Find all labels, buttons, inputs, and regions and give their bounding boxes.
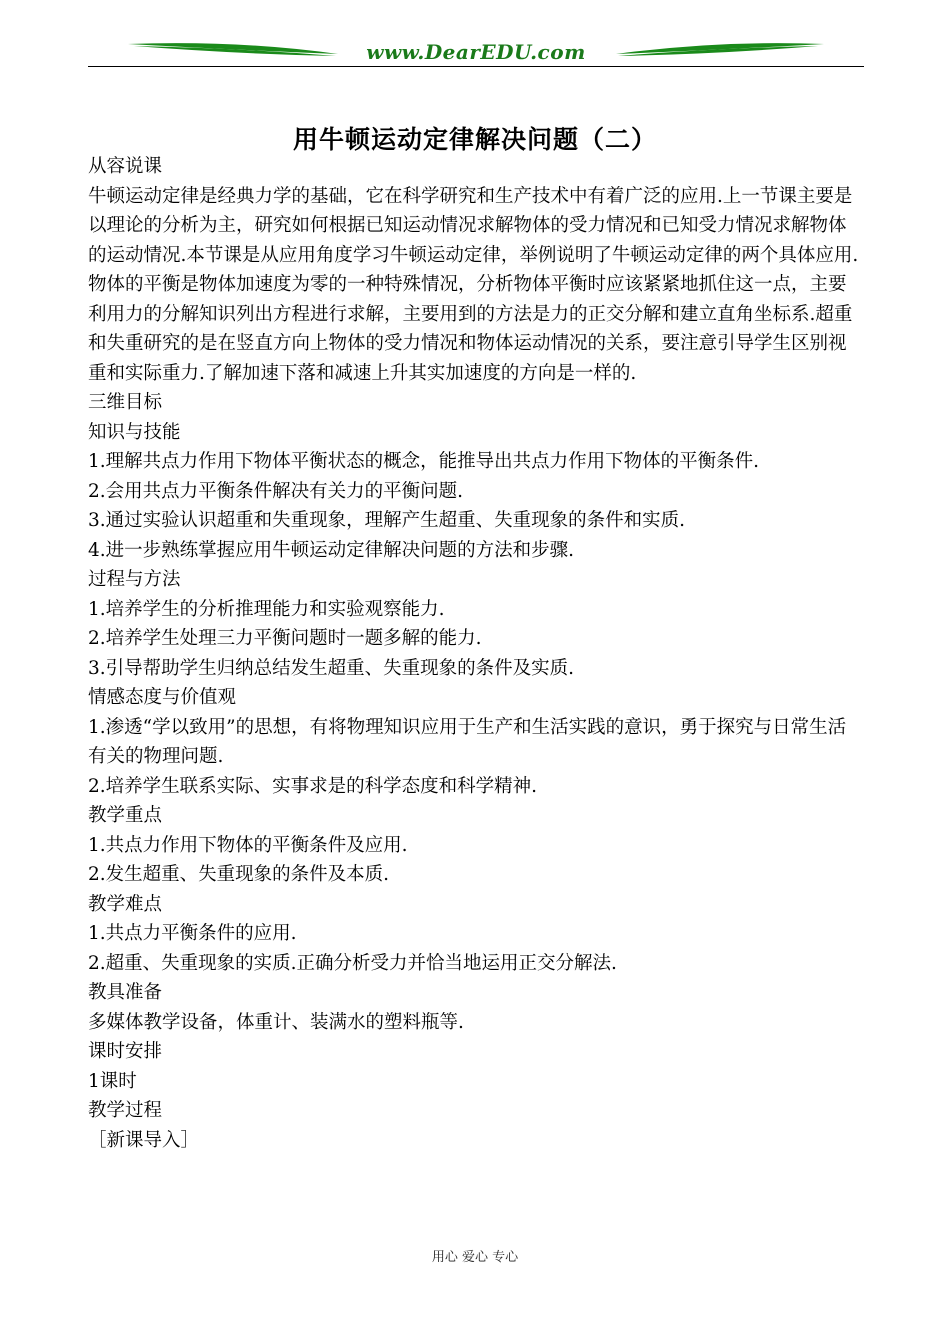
page-footer: 用心 爱心 专心: [431, 1250, 519, 1265]
paragraph: 牛顿运动定律是经典力学的基础，它在科学研究和生产技术中有着广泛的应用.上一节课主要是以理论的分析为主，研究如何根据已知运动情况求解物体的受力情况和已知受力情况求解物体的运动情况.本节课是从应用角度学习牛顿运动定律，举例说明了牛顿运动定律的两个具体应用.物体的平衡是物体加速度为零的一种特殊情况，分析物体平衡时应该紧紧地抓住这一点，主要利用力的分解知识列出方程进行求解，主要用到的方法是力的正交分解和建立直角坐标系.超重和失重研究的是在竖直方向上物体的受力情况和物体运动情况的关系，要注意引导学生区别视重和实际重力.了解加速下落和减速上升其实加速度的方向是一样的.: [88, 185, 859, 384]
section-heading: 从容说课: [88, 156, 163, 177]
page-header: [88, 36, 864, 70]
site-logo: www.DearEDU.com: [366, 40, 586, 64]
section-heading: 三维目标: [88, 392, 163, 413]
list-item: 1.理解共点力作用下物体平衡状态的概念，能推导出共点力作用下物体的平衡条件.: [88, 451, 760, 472]
list-item: 4.进一步熟练掌握应用牛顿运动定律解决问题的方法和步骤.: [88, 539, 575, 561]
document-body: [88, 152, 864, 1155]
list-item: 3.通过实验认识超重和失重现象，理解产生超重、失重现象的条件和实质.: [88, 510, 686, 531]
list-item: 1.共点力作用下物体的平衡条件及应用.: [88, 834, 408, 856]
list-item: 2.会用共点力平衡条件解决有关力的平衡问题.: [88, 480, 464, 502]
subsection-heading: 过程与方法: [88, 569, 181, 590]
subsection-heading: ［新课导入］: [88, 1129, 200, 1151]
list-item: 1.共点力平衡条件的应用.: [88, 923, 297, 944]
document-title: 用牛顿运动定律解决问题（二）: [292, 125, 657, 154]
section-heading: 教学重点: [88, 805, 163, 826]
paragraph: 1课时: [88, 1070, 137, 1092]
paragraph: 多媒体教学设备，体重计、装满水的塑料瓶等.: [88, 1011, 464, 1033]
list-item: 2.超重、失重现象的实质.正确分析受力并恰当地运用正交分解法.: [88, 952, 617, 974]
list-item: 3.引导帮助学生归纳总结发生超重、失重现象的条件及实质.: [88, 657, 575, 679]
subsection-heading: 知识与技能: [88, 421, 181, 443]
list-item: 1.渗透“学以致用”的思想，有将物理知识应用于生产和生活实践的意识，勇于探究与日常生活有关的物理问题.: [88, 716, 847, 767]
list-item: 2.发生超重、失重现象的条件及本质.: [88, 864, 390, 885]
section-heading: 教具准备: [88, 982, 163, 1003]
header-divider: [88, 66, 864, 67]
section-heading: 课时安排: [88, 1041, 163, 1062]
list-item: 2.培养学生处理三力平衡问题时一题多解的能力.: [88, 628, 482, 649]
list-item: 2.培养学生联系实际、实事求是的科学态度和科学精神.: [88, 775, 538, 797]
section-heading: 教学过程: [88, 1100, 163, 1121]
subsection-heading: 情感态度与价值观: [88, 687, 237, 708]
section-heading: 教学难点: [88, 893, 163, 915]
list-item: 1.培养学生的分析推理能力和实验观察能力.: [88, 598, 445, 620]
